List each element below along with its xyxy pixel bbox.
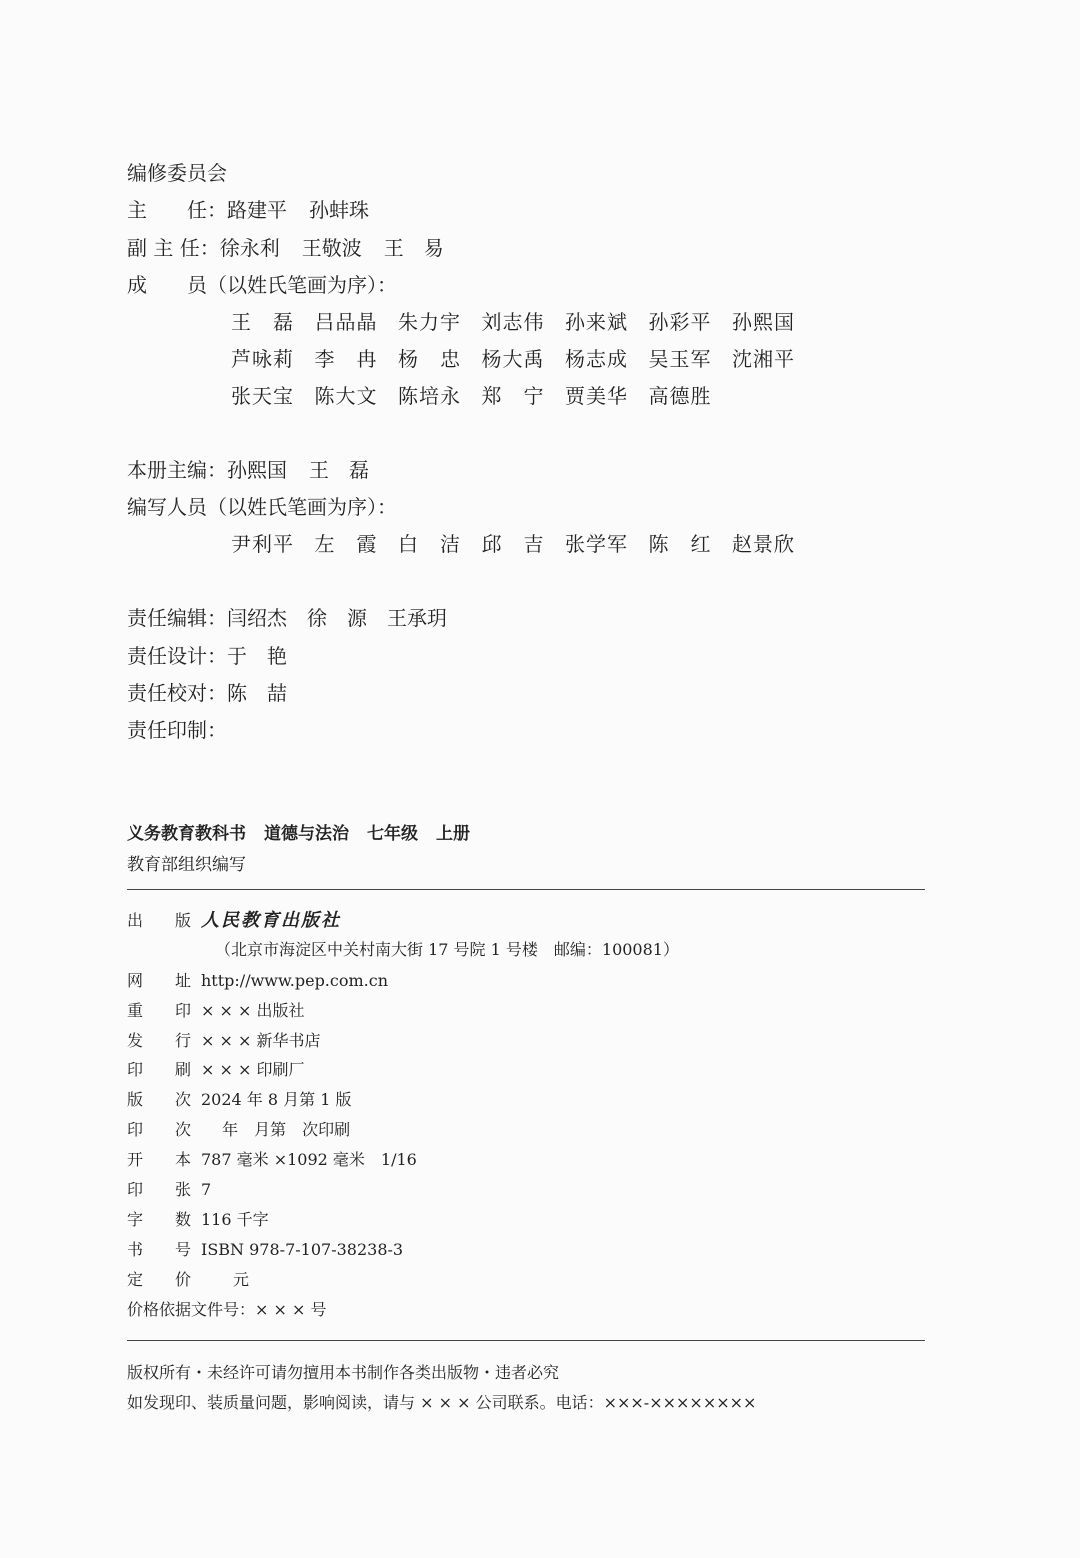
imprint-value: 2024 年 8 月第 1 版 — [201, 1090, 352, 1109]
imprint-value: 787 毫米 ×1092 毫米 1/16 — [201, 1150, 417, 1169]
divider-top — [127, 889, 925, 890]
compiled-by: 教育部组织编写 — [127, 855, 246, 875]
imprint-value: ISBN 978-7-107-38238-3 — [201, 1240, 404, 1259]
member-name: 杨大禹 — [481, 347, 544, 371]
imprint-label: 开 本 — [127, 1150, 192, 1169]
member-name: 吕品晶 — [314, 310, 377, 334]
member-name: 杨 忠 — [398, 347, 460, 371]
imprint-label: 印 刷 — [127, 1060, 192, 1079]
member-name: 芦咏莉 — [231, 347, 293, 371]
imprint-label: 印 次 — [127, 1120, 192, 1139]
imprint-label: 发 行 — [127, 1031, 192, 1050]
member-name: 孙彩平 — [648, 310, 711, 334]
imprint-row — [127, 1030, 320, 1052]
writers-row — [231, 531, 816, 568]
responsible-proof-label: 责任校对： — [127, 681, 227, 705]
imprint-value: 7 — [201, 1180, 212, 1199]
writers-grid — [231, 531, 816, 568]
book-title-part: 义务教育教科书 — [127, 824, 246, 844]
imprint-label: 定 价 — [127, 1270, 192, 1289]
writer-name: 左 霞 — [314, 532, 377, 556]
imprint-label: 书 号 — [127, 1240, 192, 1259]
writers-label: 编写人员（以姓氏笔画为序）： — [127, 495, 397, 519]
copyright-notice: 版权所有・未经许可请勿擅用本书制作各类出版物・违者必究 — [127, 1363, 560, 1382]
deputy-line — [127, 235, 466, 261]
member-name: 郑 宁 — [481, 384, 544, 408]
members-row — [231, 309, 816, 346]
imprint-label: 重 印 — [127, 1001, 192, 1020]
imprint-row — [127, 1149, 417, 1171]
member-name: 沈湘平 — [732, 347, 794, 371]
book-title — [127, 819, 488, 844]
imprint-row — [127, 1179, 211, 1201]
divider-bottom — [127, 1340, 925, 1341]
director-name: 孙蚌珠 — [309, 198, 369, 222]
member-name: 陈培永 — [398, 384, 460, 408]
imprint-label: 网 址 — [127, 971, 192, 990]
writer-name: 陈 红 — [648, 532, 711, 556]
imprint-value: http://www.pep.com.cn — [201, 971, 389, 990]
director-line — [127, 197, 391, 223]
imprint-row — [127, 1239, 403, 1261]
imprint-row — [127, 1000, 304, 1022]
members-row — [231, 346, 816, 383]
writer-name: 赵景欣 — [732, 532, 794, 556]
members-grid — [231, 309, 816, 420]
writer-name: 白 洁 — [398, 532, 460, 556]
book-title-part: 七年级 — [367, 824, 418, 844]
imprint-label: 印 张 — [127, 1180, 192, 1199]
director-name: 路建平 — [227, 198, 287, 222]
responsible-print-line — [127, 717, 227, 743]
chief-editors — [227, 457, 391, 483]
responsible-print-label: 责任印制： — [127, 718, 227, 742]
director-label: 主 任： — [127, 198, 227, 222]
deputies — [220, 235, 466, 261]
imprint-row — [127, 1089, 352, 1111]
chief-editor-line — [127, 457, 391, 483]
contact-notice: 如发现印、装质量问题，影响阅读，请与 × × × 公司联系。电话：×××-×××××××× — [127, 1393, 757, 1412]
directors — [227, 197, 391, 223]
writer-name: 邱 吉 — [481, 532, 544, 556]
deputy-name: 王敬波 — [301, 236, 362, 260]
member-name: 孙熙国 — [732, 310, 794, 334]
imprint-row — [127, 970, 388, 992]
responsible-design-line — [127, 643, 287, 669]
imprint-value: × × × 新华书店 — [201, 1031, 321, 1050]
imprint-row — [127, 1059, 304, 1081]
deputy-label: 副 主 任： — [127, 236, 220, 260]
responsible-editor-value: 闫绍杰 徐 源 王承玥 — [227, 606, 447, 630]
imprint-value: 元 — [201, 1270, 250, 1289]
member-name: 王 磊 — [231, 310, 293, 334]
writer-name: 张学军 — [565, 532, 627, 556]
member-name: 张天宝 — [231, 384, 293, 408]
publisher-label: 出 版 — [127, 911, 192, 930]
member-name: 高德胜 — [648, 384, 711, 408]
responsible-editor-line — [127, 605, 447, 631]
committee-heading: 编修委员会 — [127, 161, 227, 185]
imprint-label: 版 次 — [127, 1090, 192, 1109]
chief-editor-name: 王 磊 — [309, 458, 369, 482]
responsible-proof-line — [127, 680, 287, 706]
deputy-name: 徐永利 — [219, 236, 280, 260]
member-name: 孙来斌 — [565, 310, 627, 334]
imprint-row — [127, 1119, 350, 1141]
writer-name: 尹利平 — [231, 532, 293, 556]
deputy-name: 王 易 — [383, 236, 444, 260]
member-name: 贾美华 — [565, 384, 627, 408]
members-label: 成 员（以姓氏笔画为序）： — [127, 273, 397, 297]
book-title-part: 道德与法治 — [264, 824, 349, 844]
price-basis: 价格依据文件号：× × × 号 — [127, 1300, 327, 1319]
responsible-design-value: 于 艳 — [227, 644, 287, 668]
publisher-logo: 人民教育出版社 — [201, 910, 341, 931]
publisher-address: （北京市海淀区中关村南大街 17 号院 1 号楼 邮编：100081） — [215, 940, 679, 959]
member-name: 吴玉军 — [648, 347, 711, 371]
imprint-value: × × × 印刷厂 — [201, 1060, 305, 1079]
imprint-value: 年 月第 次印刷 — [201, 1120, 351, 1139]
publisher-line — [127, 910, 341, 932]
member-name: 朱力宇 — [398, 310, 460, 334]
chief-editor-label: 本册主编： — [127, 458, 227, 482]
imprint-label: 字 数 — [127, 1210, 192, 1229]
members-row — [231, 383, 816, 420]
book-title-part: 上册 — [436, 824, 470, 844]
imprint-row — [127, 1269, 249, 1291]
member-name: 杨志成 — [565, 347, 627, 371]
imprint-value: 116 千字 — [201, 1210, 269, 1229]
member-name: 刘志伟 — [481, 310, 544, 334]
imprint-value: × × × 出版社 — [201, 1001, 305, 1020]
imprint-row — [127, 1209, 269, 1231]
member-name: 陈大文 — [314, 384, 377, 408]
responsible-proof-value: 陈 喆 — [227, 681, 287, 705]
responsible-editor-label: 责任编辑： — [127, 606, 227, 630]
responsible-design-label: 责任设计： — [127, 644, 227, 668]
member-name: 李 冉 — [314, 347, 377, 371]
chief-editor-name: 孙熙国 — [227, 458, 287, 482]
